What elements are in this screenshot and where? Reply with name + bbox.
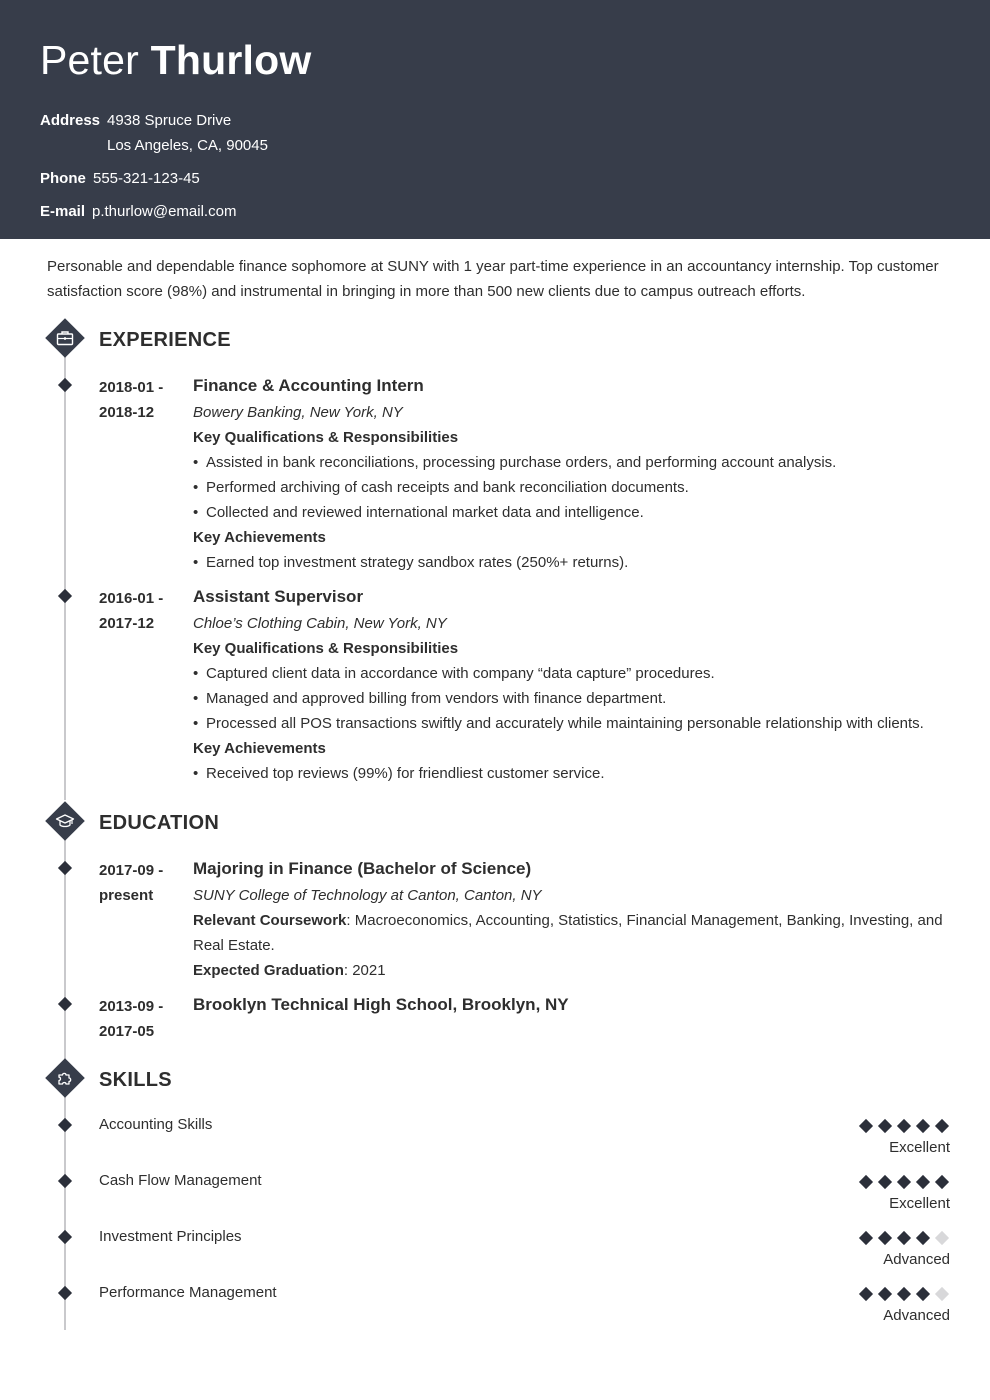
address-line2: Los Angeles, CA, 90045 — [107, 137, 268, 154]
rating-diamond-empty — [935, 1287, 949, 1301]
rating-diamond-filled — [859, 1175, 873, 1189]
address-line1: 4938 Spruce Drive — [107, 112, 232, 129]
rating-diamond-filled — [859, 1119, 873, 1133]
timeline-marker — [58, 1174, 72, 1188]
degree-title: Majoring in Finance (Bachelor of Science) — [193, 859, 532, 878]
education-entry — [193, 992, 953, 1019]
rating-diamond-empty — [935, 1231, 949, 1245]
first-name: Peter — [40, 37, 139, 83]
education-title: EDUCATION — [99, 812, 220, 834]
graduation-label: Expected Graduation — [193, 962, 344, 979]
job-employer: Chloe’s Clothing Cabin, New York, NY — [193, 615, 447, 632]
job-title: Finance & Accounting Intern — [193, 376, 424, 395]
skill-level: Excellent — [889, 1139, 950, 1156]
rating-diamond-filled — [897, 1287, 911, 1301]
address-label: Address — [40, 112, 101, 129]
phone-value: 555-321-123-45 — [93, 170, 200, 187]
timeline-marker — [58, 1230, 72, 1244]
skill-name: Performance Management — [99, 1284, 277, 1301]
job-title: Assistant Supervisor — [193, 587, 364, 606]
email-label: E-mail — [40, 203, 86, 220]
skill-name: Investment Principles — [99, 1228, 242, 1245]
school-name: SUNY College of Technology at Canton, Canton, NY — [193, 887, 542, 904]
education-dates: 2017-09 - present — [99, 862, 164, 904]
achievements-list — [193, 761, 953, 786]
skill-rating — [858, 1230, 950, 1246]
graduation-cap-icon — [55, 811, 75, 831]
skill-name: Accounting Skills — [99, 1116, 213, 1133]
rating-diamond-filled — [916, 1287, 930, 1301]
skill-rating — [858, 1174, 950, 1190]
rating-diamond-filled — [859, 1231, 873, 1245]
skill-name: Cash Flow Management — [99, 1172, 262, 1189]
skill-level: Excellent — [889, 1195, 950, 1212]
responsibilities-heading: Key Qualifications & Responsibilities — [193, 429, 459, 446]
rating-diamond-filled — [935, 1175, 949, 1189]
list-item: • Assisted in bank reconciliations, processing purchase orders, and performing account analysis. — [193, 450, 953, 475]
education-entry — [193, 856, 953, 983]
school-title: Brooklyn Technical High School, Brooklyn, NY — [193, 995, 569, 1014]
rating-diamond-filled — [859, 1287, 873, 1301]
experience-title: EXPERIENCE — [99, 329, 231, 351]
profile-summary: Personable and dependable finance sophomore at SUNY with 1 year part-time experience in an accountancy internship. Top customer satisfaction score (98%) and instrumental in bringing in more than 500 new clients due to campus outreach efforts. — [47, 258, 939, 300]
list-item: • Captured client data in accordance with company “data capture” procedures. — [193, 661, 953, 686]
list-item: • Processed all POS transactions swiftly and accurately while maintaining personable relationship with clients. — [193, 711, 953, 736]
list-item: • Collected and reviewed international market data and intelligence. — [193, 500, 953, 525]
timeline-marker — [58, 1118, 72, 1132]
list-item: • Earned top investment strategy sandbox rates (250%+ returns). — [193, 550, 953, 575]
education-section-icon — [45, 801, 85, 841]
rating-diamond-filled — [878, 1175, 892, 1189]
responsibilities-list — [193, 450, 953, 525]
resume-header — [0, 0, 990, 239]
rating-diamond-filled — [878, 1119, 892, 1133]
skill-level: Advanced — [883, 1251, 950, 1268]
job-dates: 2018-01 - 2018-12 — [99, 379, 164, 421]
responsibilities-heading: Key Qualifications & Responsibilities — [193, 640, 459, 657]
responsibilities-list — [193, 661, 953, 736]
rating-diamond-filled — [916, 1231, 930, 1245]
coursework-value: : Macroeconomics, Accounting, Statistics, Financial Management, Banking, Investing, and Real Estate. — [193, 912, 943, 954]
skills-title: SKILLS — [99, 1069, 172, 1091]
experience-timeline-line — [64, 340, 66, 800]
rating-diamond-filled — [897, 1231, 911, 1245]
achievements-heading: Key Achievements — [193, 740, 326, 757]
list-item: • Performed archiving of cash receipts and bank reconciliation documents. — [193, 475, 953, 500]
expected-graduation — [193, 958, 953, 983]
timeline-marker — [58, 997, 72, 1011]
rating-diamond-filled — [935, 1119, 949, 1133]
timeline-marker — [58, 1286, 72, 1300]
achievements-list — [193, 550, 953, 575]
briefcase-icon — [55, 328, 75, 348]
phone-label: Phone — [40, 170, 86, 187]
job-dates: 2016-01 - 2017-12 — [99, 590, 164, 632]
rating-diamond-filled — [916, 1175, 930, 1189]
rating-diamond-filled — [916, 1119, 930, 1133]
rating-diamond-filled — [878, 1287, 892, 1301]
experience-section-icon — [45, 318, 85, 358]
skill-rating — [858, 1118, 950, 1134]
skill-level: Advanced — [883, 1307, 950, 1324]
last-name: Thurlow — [150, 37, 312, 83]
list-item: • Managed and approved billing from vendors with finance department. — [193, 686, 953, 711]
rating-diamond-filled — [897, 1119, 911, 1133]
puzzle-icon — [55, 1068, 75, 1088]
candidate-name — [40, 36, 311, 84]
job-entry — [193, 373, 953, 575]
education-dates: 2013-09 - 2017-05 — [99, 998, 164, 1040]
job-employer: Bowery Banking, New York, NY — [193, 404, 403, 421]
job-entry — [193, 584, 953, 786]
rating-diamond-filled — [878, 1231, 892, 1245]
skills-section-icon — [45, 1058, 85, 1098]
achievements-heading: Key Achievements — [193, 529, 326, 546]
rating-diamond-filled — [897, 1175, 911, 1189]
timeline-marker — [58, 378, 72, 392]
coursework-label: Relevant Coursework — [193, 912, 347, 929]
timeline-marker — [58, 861, 72, 875]
skill-rating — [858, 1286, 950, 1302]
coursework — [193, 908, 953, 958]
email-value: p.thurlow@email.com — [92, 203, 237, 220]
graduation-value: : 2021 — [343, 962, 386, 979]
timeline-marker — [58, 589, 72, 603]
list-item: • Received top reviews (99%) for friendliest customer service. — [193, 761, 953, 786]
